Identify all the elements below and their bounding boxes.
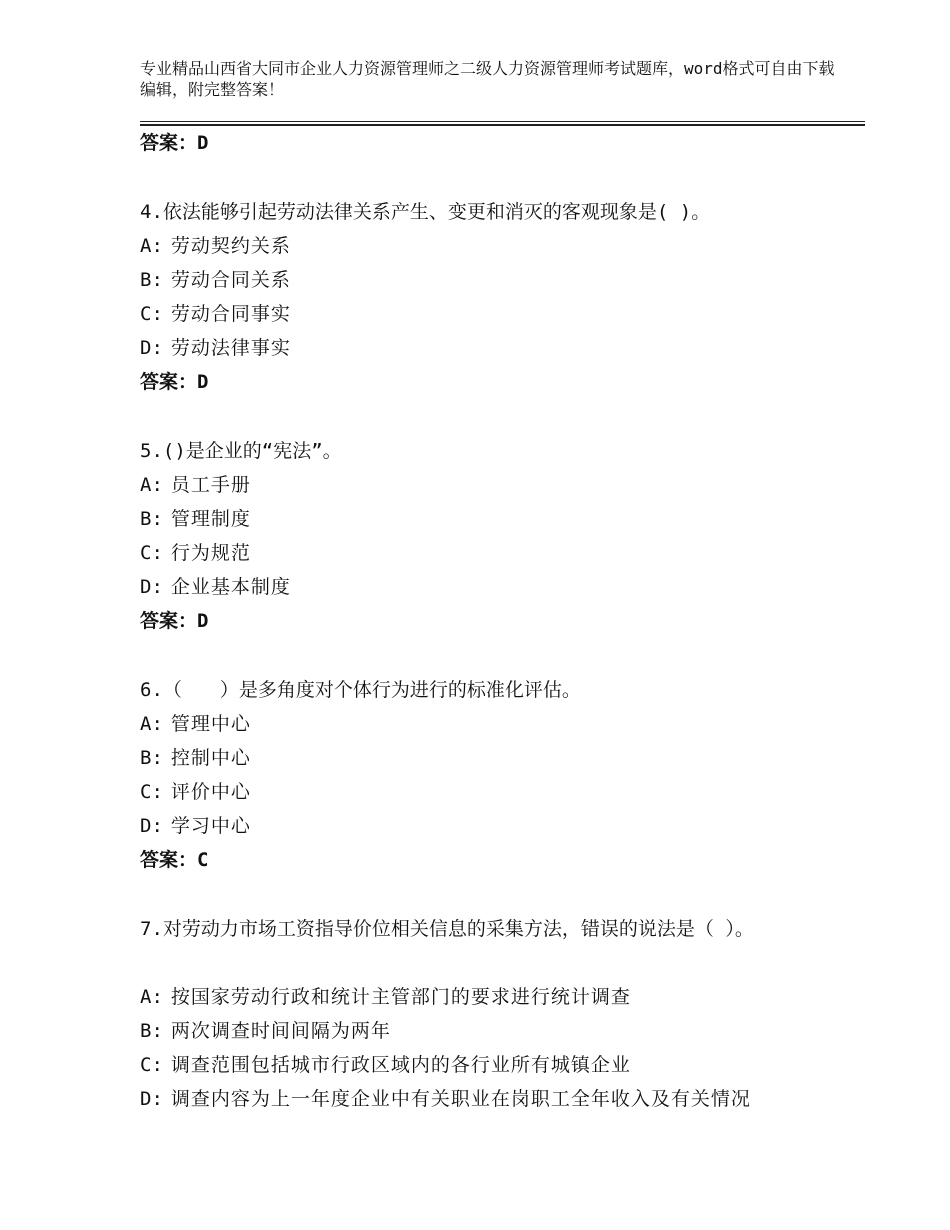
option-letter: A: [140,713,163,735]
option-text: 按国家劳动行政和统计主管部门的要求进行统计调查 [170,986,631,1008]
header-rule-thick [140,124,865,126]
header-rule-thin [140,121,865,122]
option-text: 学习中心 [170,815,251,837]
question-4-option-b [140,268,291,292]
option-letter: C: [140,1054,163,1076]
question-6-option-d [140,814,251,838]
option-text: 调查范围包括城市行政区域内的各行业所有城镇企业 [170,1054,631,1076]
question-5-option-c [140,541,251,565]
question-6-option-b [140,746,251,770]
option-text: 管理制度 [170,508,251,530]
option-text: 两次调查时间间隔为两年 [170,1020,391,1042]
question-5-answer: 答案：D [140,610,209,632]
question-6-stem: 6.（ ）是多角度对个体行为进行的标准化评估。 [140,679,581,701]
option-letter: D: [140,1088,163,1110]
question-6-option-a [140,712,251,736]
option-letter: D: [140,815,163,837]
option-letter: A: [140,986,163,1008]
option-letter: C: [140,542,163,564]
question-5-option-a [140,473,251,497]
option-letter: B: [140,747,163,769]
question-4-option-d [140,336,291,360]
option-text: 企业基本制度 [170,576,291,598]
question-5-option-b [140,507,251,531]
option-text: 行为规范 [170,542,251,564]
question-4-stem: 4.依法能够引起劳动法律关系产生、变更和消灭的客观现象是( )。 [140,201,711,223]
option-letter: A: [140,235,163,257]
option-letter: D: [140,576,163,598]
option-text: 管理中心 [170,713,251,735]
option-letter: B: [140,508,163,530]
question-7-option-b [140,1019,391,1043]
option-text: 劳动契约关系 [170,235,291,257]
option-text: 员工手册 [170,474,251,496]
option-letter: D: [140,337,163,359]
option-text: 调查内容为上一年度企业中有关职业在岗职工全年收入及有关情况 [170,1088,751,1110]
question-7-option-c [140,1053,631,1077]
option-letter: B: [140,1020,163,1042]
option-text: 控制中心 [170,747,251,769]
option-text: 评价中心 [170,781,251,803]
question-4-answer: 答案：D [140,371,209,393]
question-4-option-a [140,234,291,258]
option-text: 劳动合同事实 [170,303,291,325]
question-7-stem: 7.对劳动力市场工资指导价位相关信息的采集方法，错误的说法是（ ）。 [140,918,754,940]
option-letter: C: [140,303,163,325]
question-6-option-c [140,780,251,804]
question-7-option-d [140,1087,751,1111]
question-5-stem: 5.()是企业的“宪法”。 [140,440,342,462]
option-text: 劳动合同关系 [170,269,291,291]
question-4-option-c [140,302,291,326]
question-7-option-a [140,985,631,1009]
option-letter: A: [140,474,163,496]
page-header: 专业精品山西省大同市企业人力资源管理师之二级人力资源管理师考试题库，word格式可自由下载编辑，附完整答案！ [140,59,835,99]
question-5-option-d [140,575,291,599]
option-text: 劳动法律事实 [170,337,291,359]
option-letter: C: [140,781,163,803]
option-letter: B: [140,269,163,291]
previous-answer: 答案：D [140,132,209,154]
question-6-answer: 答案：C [140,849,209,871]
